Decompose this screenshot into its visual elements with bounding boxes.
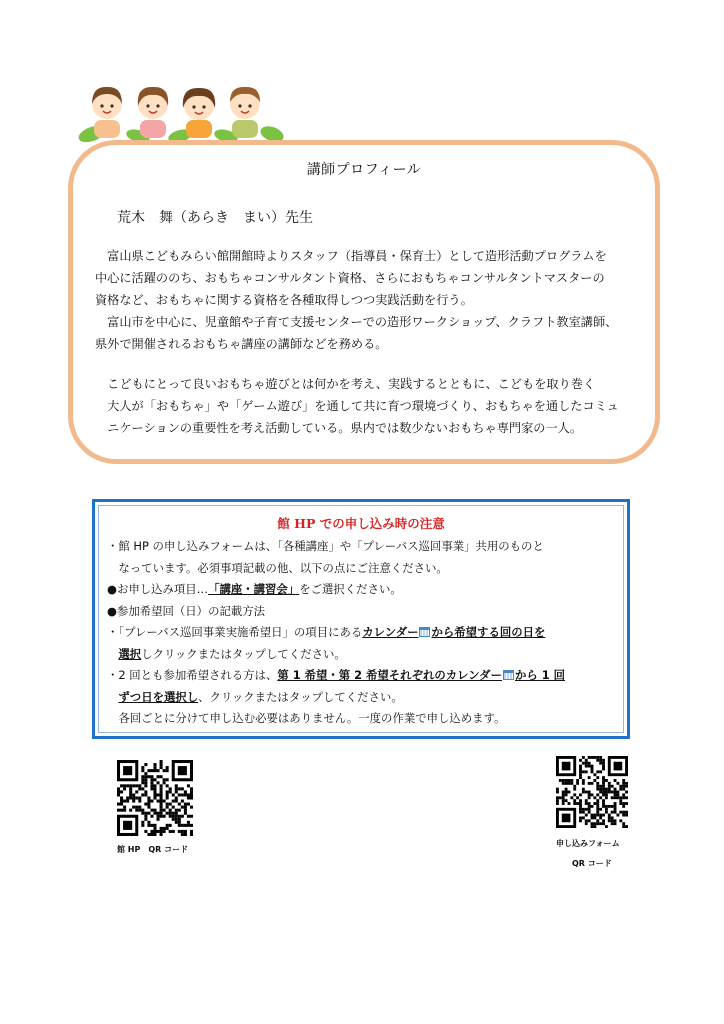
notice-line [107, 622, 627, 644]
notice-title: 館 HP での申し込み時の注意 [277, 516, 445, 531]
profile-description [95, 245, 655, 439]
notice-text: 、クリックまたはタップしてください。 [198, 689, 403, 704]
notice-emphasis: から希望する回の日を [431, 625, 546, 639]
application-form-qr-label: 申し込みフォーム [556, 839, 620, 848]
notice-line: ・館 HP の申し込みフォームは、「各種講座」や「プレーバス巡回事業」共用のものと [107, 539, 544, 553]
museum-hp-qr-label: 館 HP QR コード [117, 845, 189, 854]
notice-text: しクリックまたはタップしてください。 [141, 646, 346, 661]
notice-line [107, 687, 627, 709]
profile-line: 中心に活躍ののち、おもちゃコンサルタント資格、さらにおもちゃコンサルタントマスターの [95, 271, 605, 285]
notice-emphasis: から 1 回 [514, 668, 565, 682]
profile-line: 資格など、おもちゃに関する資格を各種取得しつつ実践活動を行う。 [95, 293, 473, 307]
profile-spacer [95, 355, 655, 373]
notice-text: ●お申し込み項目… [107, 582, 209, 596]
application-form-qr-code[interactable] [556, 756, 628, 828]
notice-text: ・「プレーバス巡回事業実施希望日」の項目にある [107, 625, 363, 639]
notice-emphasis: カレンダー [362, 625, 419, 639]
children-illustration [78, 82, 284, 144]
notice-line [107, 644, 627, 666]
notice-line [107, 579, 627, 601]
application-form-qr-label-2: QR コード [572, 859, 612, 868]
notice-text: をご選択ください。 [299, 582, 402, 596]
profile-line: 富山市を中心に、児童館や子育て支援センターでの造形ワークショップ、クラフト教室講師、 [95, 315, 618, 329]
profile-line: 大人が「おもちゃ」や「ゲーム遊び」を通して共に育つ環境づくり、おもちゃを通したコミュ [95, 399, 619, 413]
profile-line: こどもにとって良いおもちゃ遊びとは何かを考え、実践するとともに、こどもを取り巻く [95, 377, 596, 391]
calendar-icon [503, 670, 514, 680]
calendar-icon [419, 627, 430, 637]
notice-line [107, 665, 627, 687]
notice-line: ●参加希望回（日）の記載方法 [107, 603, 266, 618]
notice-emphasis: 第 1 希望・第 2 希望それぞれのカレンダー [277, 668, 502, 682]
profile-title: 講師プロフィール [306, 162, 422, 178]
museum-hp-qr-code[interactable] [117, 760, 193, 836]
profile-line: 富山県こどもみらい館開館時よりスタッフ（指導員・保育士）として造形活動プログラムを [95, 249, 607, 263]
notice-emphasis: 「講座・講習会」 [208, 582, 300, 596]
application-notice-box [92, 499, 630, 739]
instructor-profile-box [68, 140, 660, 464]
notice-line: なっています。必須事項記載の他、以下の点にご注意ください。 [107, 560, 448, 575]
profile-line: ニケーションの重要性を考え活動している。県内では数少ないおもちゃ専門家の一人。 [95, 421, 583, 435]
notice-emphasis: ずつ日を選択し [118, 689, 199, 704]
instructor-name: 荒木 舞（あらき まい）先生 [117, 210, 313, 226]
profile-line: 県外で開催されるおもちゃ講座の講師などを務める。 [95, 337, 388, 351]
notice-text: ・2 回とも参加希望される方は、 [107, 668, 278, 682]
notice-line: 各回ごとに分けて申し込む必要はありません。一度の作業で申し込めます。 [107, 711, 506, 725]
notice-emphasis: 選択 [118, 646, 142, 661]
notice-list [107, 536, 627, 730]
